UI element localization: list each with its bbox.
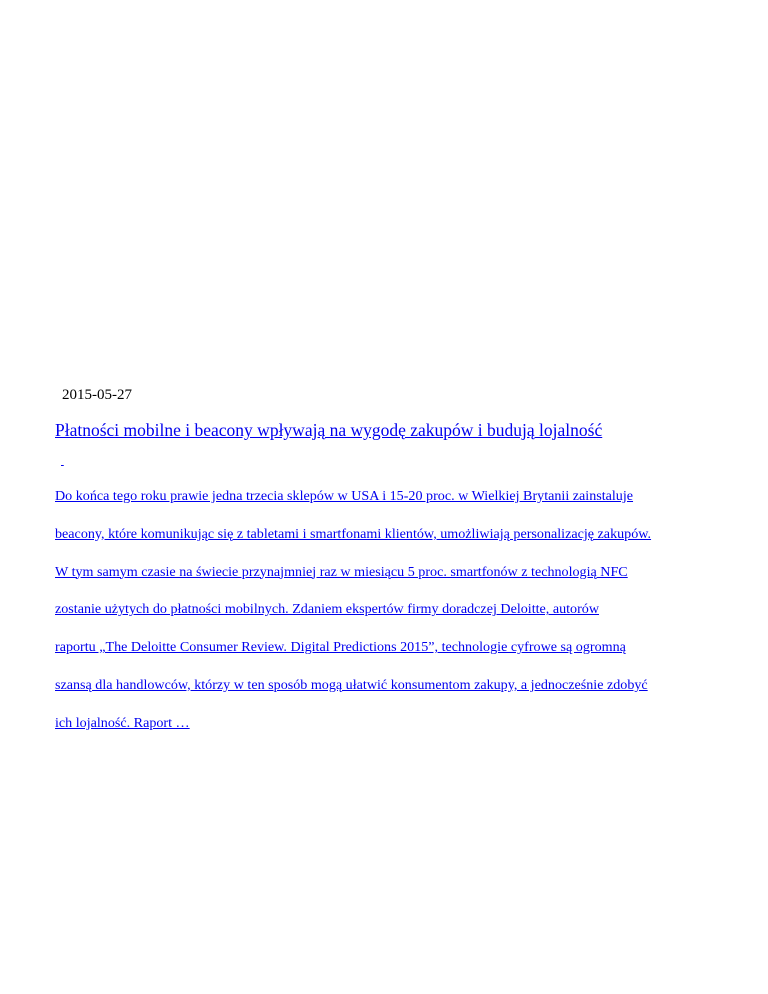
excerpt-line: szansą dla handlowców, którzy w ten sposób mogą ułatwić konsumentom zakupy, a jednocześnie zdobyć	[55, 676, 648, 693]
article-title-link[interactable]: Płatności mobilne i beacony wpływają na wygodę zakupów i budują lojalność	[55, 420, 603, 440]
excerpt-line: Do końca tego roku prawie jedna trzecia sklepów w USA i 15-20 proc. w Wielkiej Brytanii zainstaluje	[55, 487, 634, 504]
excerpt-line: ich lojalność. Raport …	[55, 714, 190, 731]
excerpt-line: zostanie użytych do płatności mobilnych. Zdaniem ekspertów firmy doradczej Deloitte, autorów	[55, 601, 600, 618]
excerpt-spacer	[55, 455, 720, 468]
excerpt-text	[55, 468, 720, 733]
article-date: 2015-05-27	[62, 387, 132, 403]
excerpt-line: raportu „The Deloitte Consumer Review. Digital Predictions 2015”, technologie cyfrowe są ogromną	[55, 639, 626, 656]
excerpt-line: W tym samym czasie na świecie przynajmniej raz w miesiącu 5 proc. smartfonów z technologią NFC	[55, 563, 628, 580]
article-excerpt-link[interactable]	[55, 455, 720, 733]
excerpt-line: beacony, które komunikując się z tabletami i smartfonami klientów, umożliwiają personalizację zakupów.	[55, 525, 652, 542]
